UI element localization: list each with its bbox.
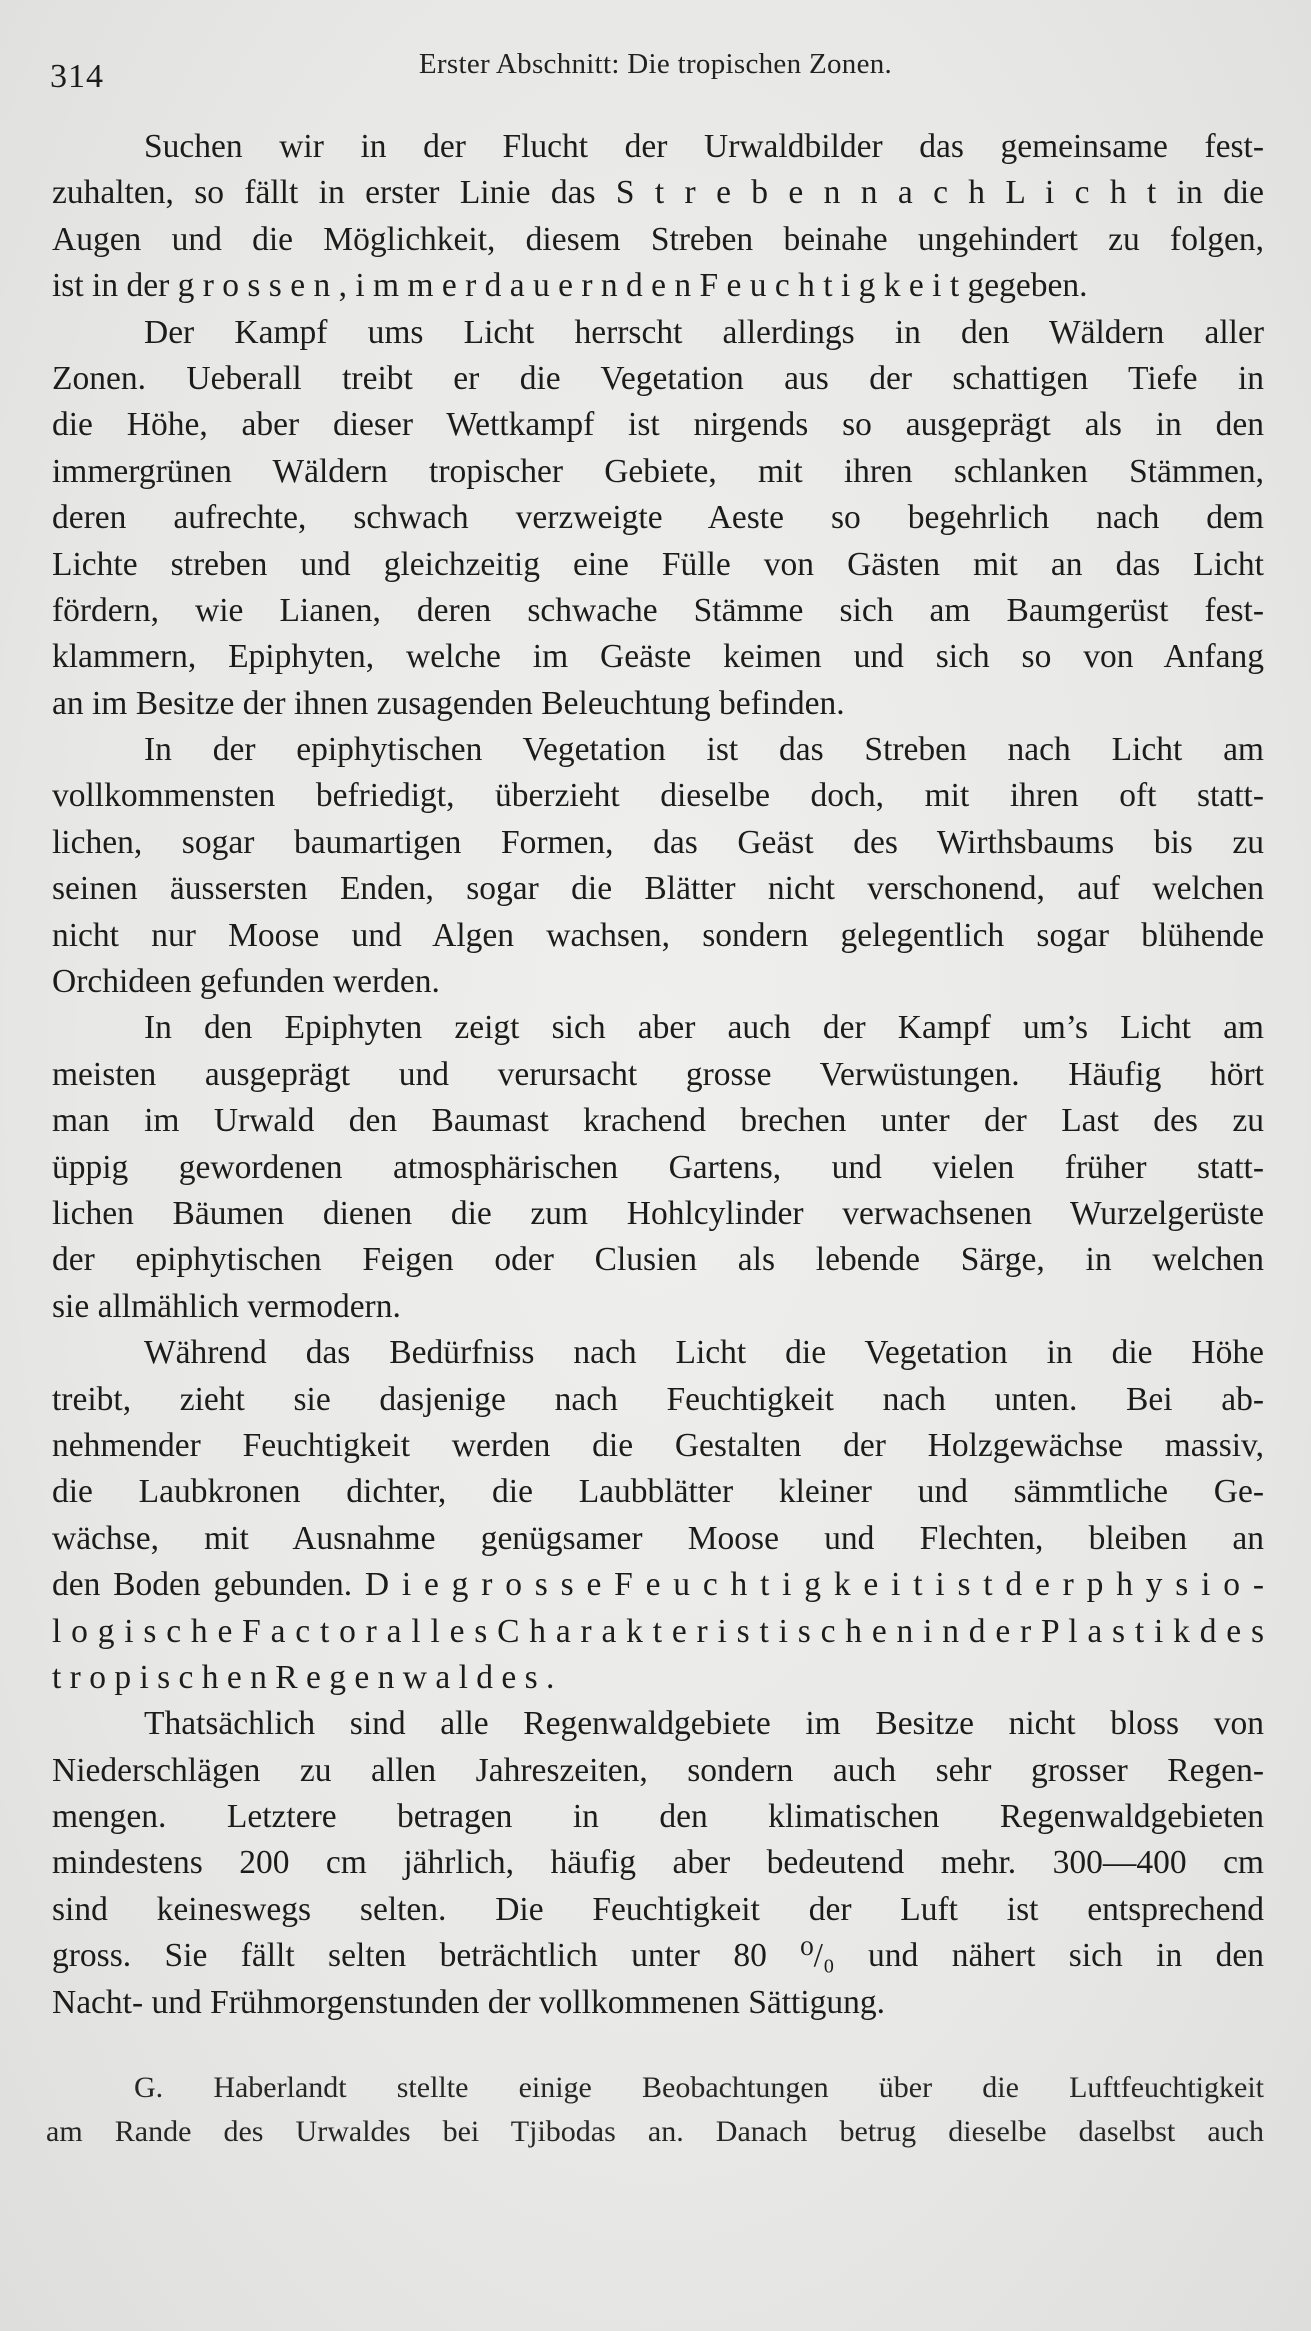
- text-line: man im Urwald den Baumast krachend brechen unter der Last des zu: [52, 1102, 1264, 1140]
- text-line: den Boden gebunden. D i e g r o s s e F e u c h t i g k e i t i s t d e r p h y s i o -: [52, 1566, 1264, 1604]
- text-line: der epiphytischen Feigen oder Clusien als lebende Särge, in welchen: [52, 1241, 1264, 1279]
- text-line: die Höhe, aber dieser Wettkampf ist nirgends so ausgeprägt als in den: [52, 406, 1264, 444]
- text-line: klammern, Epiphyten, welche im Geäste keimen und sich so von Anfang: [52, 638, 1264, 676]
- text-line: gross. Sie fällt selten beträchtlich unter 80 ⁰/₀ und nähert sich in den: [52, 1937, 1264, 1975]
- text-line: vollkommensten befriedigt, überzieht dieselbe doch, mit ihren oft statt-: [52, 777, 1264, 815]
- text-line: am Rande des Urwaldes bei Tjibodas an. Danach betrug dieselbe daselbst auch: [46, 2115, 1264, 2148]
- text-line: G. Haberlandt stellte einige Beobachtungen über die Luftfeuchtigkeit: [134, 2071, 1264, 2104]
- page-number: 314: [50, 58, 104, 95]
- text-line: treibt, zieht sie dasjenige nach Feuchtigkeit nach unten. Bei ab-: [52, 1380, 1264, 1418]
- text-line: Während das Bedürfniss nach Licht die Vegetation in die Höhe: [144, 1334, 1264, 1372]
- text-line: fördern, wie Lianen, deren schwache Stämme sich am Baumgerüst fest-: [52, 591, 1264, 629]
- text-line: lichen, sogar baumartigen Formen, das Geäst des Wirthsbaums bis zu: [52, 823, 1264, 861]
- text-line: Niederschlägen zu allen Jahreszeiten, sondern auch sehr grosser Regen-: [52, 1751, 1264, 1789]
- text-line: Suchen wir in der Flucht der Urwaldbilder das gemeinsame fest-: [144, 128, 1264, 165]
- text-line: Lichte streben und gleichzeitig eine Fülle von Gästen mit an das Licht: [52, 545, 1264, 583]
- text-line: mindestens 200 cm jährlich, häufig aber bedeutend mehr. 300—400 cm: [52, 1844, 1264, 1882]
- text-line: sind keineswegs selten. Die Feuchtigkeit der Luft ist entsprechend: [52, 1890, 1264, 1928]
- text-line: zuhalten, so fällt in erster Linie das S t r e b e n n a c h L i c h t in die: [52, 174, 1264, 212]
- text-line: In der epiphytischen Vegetation ist das Streben nach Licht am: [144, 731, 1264, 769]
- running-title: Erster Abschnitt: Die tropischen Zonen.: [418, 48, 893, 80]
- text-line: Augen und die Möglichkeit, diesem Streben beinahe ungehindert zu folgen,: [52, 220, 1264, 258]
- text-line: deren aufrechte, schwach verzweigte Aeste so begehrlich nach dem: [52, 499, 1264, 537]
- text-line: Der Kampf ums Licht herrscht allerdings in den Wäldern aller: [144, 313, 1264, 351]
- text-line: immergrünen Wäldern tropischer Gebiete, mit ihren schlanken Stämmen,: [52, 452, 1264, 490]
- text-line: Thatsächlich sind alle Regenwaldgebiete im Besitze nicht bloss von: [144, 1705, 1264, 1743]
- text-line: Zonen. Ueberall treibt er die Vegetation aus der schattigen Tiefe in: [52, 359, 1264, 397]
- text-line: nehmender Feuchtigkeit werden die Gestalten der Holzgewächse massiv,: [52, 1426, 1264, 1464]
- text-line: ist in der g r o s s e n , i m m e r d a u e r n d e n F e u c h t i g k e i t gegeben.: [52, 267, 1088, 305]
- text-line: an im Besitze der ihnen zusagenden Beleuchtung befinden.: [52, 684, 845, 722]
- text-line: wächse, mit Ausnahme genügsamer Moose und Flechten, bleiben an: [52, 1519, 1264, 1557]
- text-line: üppig gewordenen atmosphärischen Gartens, und vielen früher statt-: [52, 1148, 1264, 1186]
- text-line: mengen. Letztere betragen in den klimatischen Regenwaldgebieten: [52, 1798, 1264, 1836]
- text-line: sie allmählich vermodern.: [52, 1287, 401, 1325]
- text-line: Nacht- und Frühmorgenstunden der vollkommenen Sättigung.: [52, 1983, 886, 2021]
- text-line: lichen Bäumen dienen die zum Hohlcylinder verwachsenen Wurzelgerüste: [52, 1194, 1264, 1232]
- text-line: t r o p i s c h e n R e g e n w a l d e s .: [52, 1658, 555, 1696]
- text-line: Orchideen gefunden werden.: [52, 963, 440, 1001]
- text-line: seinen äussersten Enden, sogar die Blätter nicht verschonend, auf welchen: [52, 870, 1264, 908]
- text-line: l o g i s c h e F a c t o r a l l e s C h a r a k t e r i s t i s c h e n i n d e r P l a s t i k d e s: [52, 1612, 1264, 1650]
- text-line: die Laubkronen dichter, die Laubblätter kleiner und sämmtliche Ge-: [52, 1473, 1264, 1511]
- main-text: [52, 124, 1264, 2026]
- text-line: nicht nur Moose und Algen wachsen, sondern gelegentlich sogar blühende: [52, 916, 1264, 954]
- small-print-paragraph: [46, 2066, 1264, 2154]
- text-line: meisten ausgeprägt und verursacht grosse Verwüstungen. Häufig hört: [52, 1055, 1264, 1093]
- text-line: In den Epiphyten zeigt sich aber auch der Kampf um’s Licht am: [144, 1009, 1264, 1047]
